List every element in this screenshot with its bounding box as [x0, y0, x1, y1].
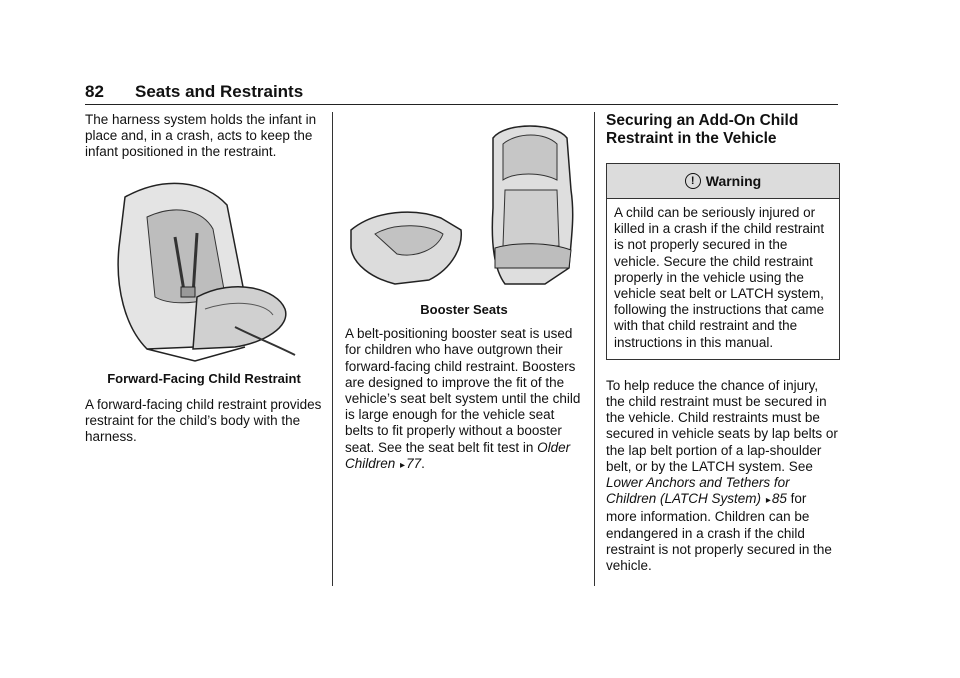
body-paragraph: [606, 378, 838, 574]
section-title: Seats and Restraints: [135, 82, 304, 101]
intro-paragraph: The harness system holds the infant in place and, in a crash, acts to keep the infant positioned in the restraint.: [85, 112, 317, 160]
cross-reference-link[interactable]: Lower Anchors and Tethers for Children (LATCH System): [606, 475, 790, 507]
forward-facing-seat-illustration: [85, 177, 323, 365]
cross-reference-page[interactable]: 85: [771, 491, 787, 507]
body-text: A belt-positioning booster seat is used for children who have outgrown their forward-facing child restraint. Boosters are designed to improve the fit of the vehicle’s seat belt system until the child is large enough for the vehicle seat belts to fit properly without a booster seat. See the seat belt fit test in: [345, 326, 581, 455]
body-text-end: for more information. Children can be endangered in a crash if the child restraint is not properly secured in the vehicle.: [606, 491, 832, 574]
body-paragraph: A forward-facing child restraint provides restraint for the child’s body with the harness.: [85, 396, 322, 445]
cross-reference-link[interactable]: Older Children: [345, 439, 571, 471]
warning-box: [606, 163, 840, 360]
page-reference-arrow-icon: ▸: [765, 495, 771, 507]
warning-header: [607, 164, 839, 199]
figure-caption: Booster Seats: [420, 302, 508, 317]
warning-label: Warning: [705, 172, 762, 189]
page-reference-arrow-icon: ▸: [400, 459, 406, 471]
body-text: To help reduce the chance of injury, the child restraint must be secured in the vehicle. Child restraints must be secured in vehicle seats by lap belts or the lap belt portion of a lap-shoulder belt, or by the LATCH system. See: [606, 377, 838, 474]
booster-seats-illustration: [345, 118, 583, 294]
page-header: [85, 82, 838, 105]
body-text-end: .: [421, 455, 425, 471]
column-divider: [594, 112, 595, 586]
page-number: 82: [85, 82, 104, 101]
cross-reference-page[interactable]: 77: [406, 455, 422, 471]
warning-circle-icon: !: [685, 173, 701, 189]
column-3: [606, 112, 838, 574]
figure-caption: Forward-Facing Child Restraint: [107, 370, 301, 386]
warning-text: A child can be seriously injured or killed in a crash if the child restraint is not properly secured in the vehicle. Secure the child restraint properly in the vehicle using the vehicle seat belt or LATCH system, following the instructions that came with that child restraint and the instructions in this manual.: [614, 205, 825, 350]
subsection-heading: Securing an Add-On Child Restraint in the Vehicle: [606, 112, 799, 147]
column-1: [85, 112, 323, 445]
body-paragraph: [345, 326, 583, 474]
column-2: [345, 112, 583, 474]
column-divider: [332, 112, 333, 586]
